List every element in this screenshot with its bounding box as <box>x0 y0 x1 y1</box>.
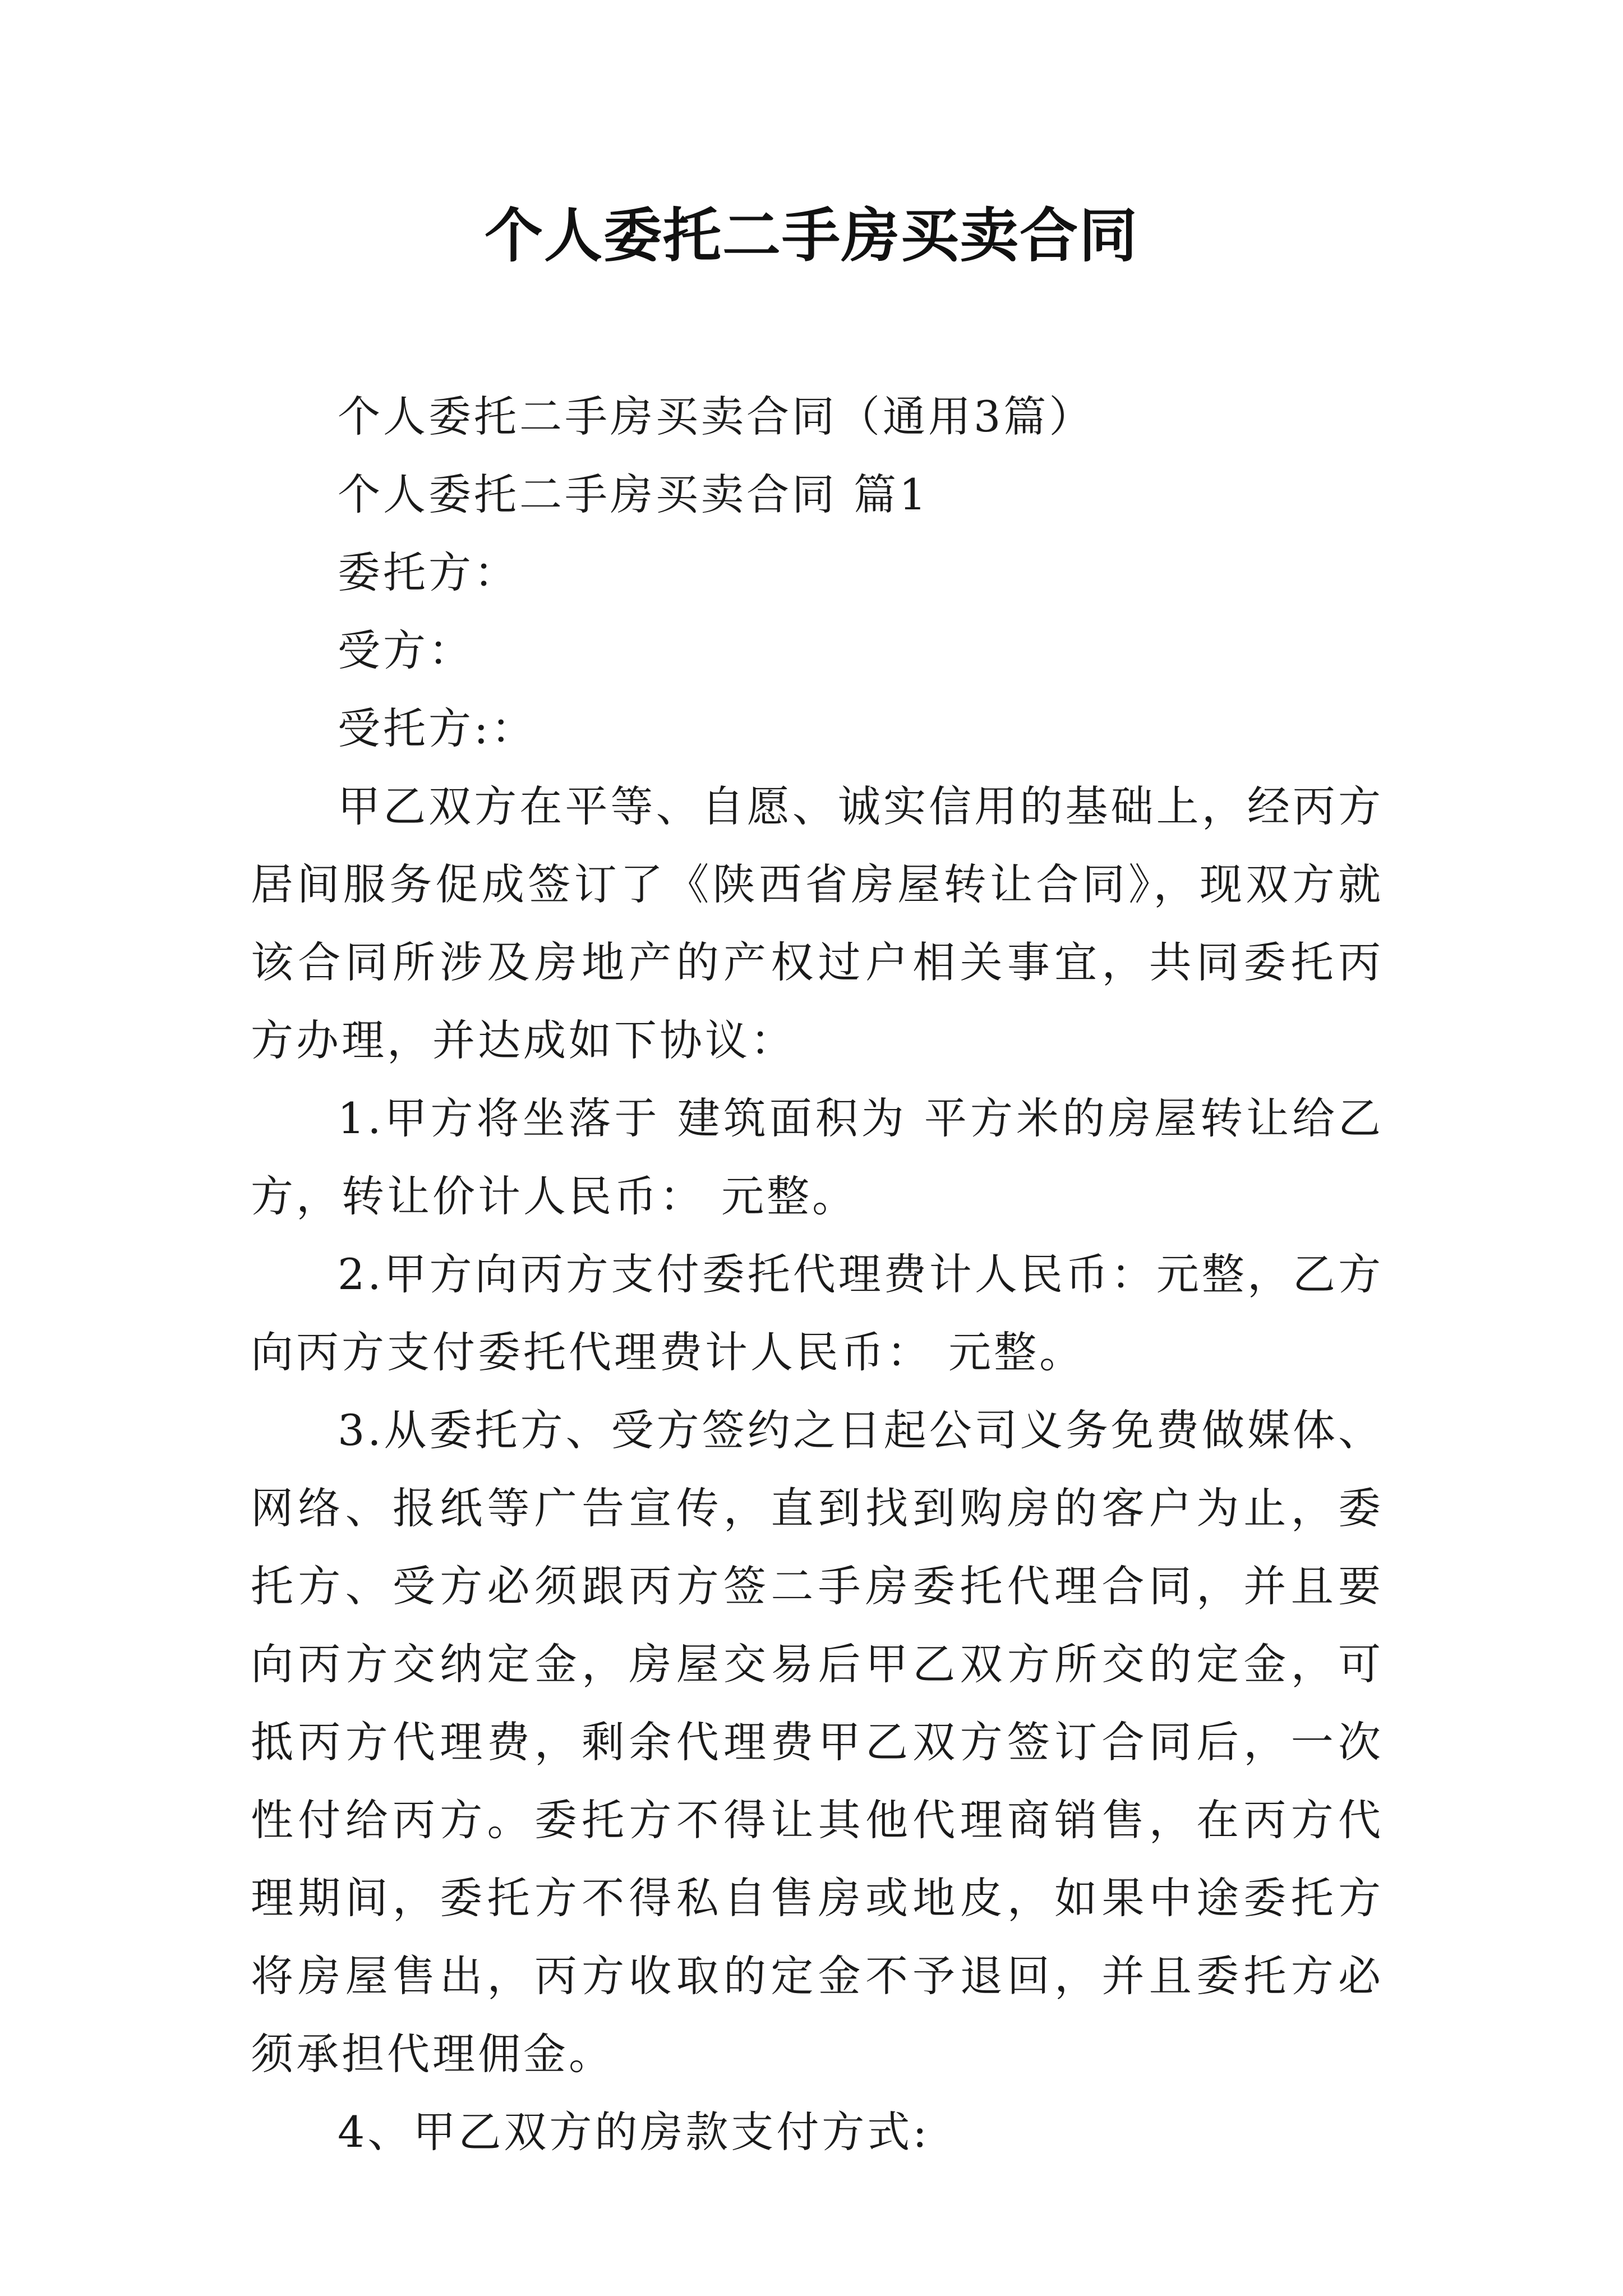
paragraph-clause-4: 4、甲乙双方的房款支付方式: <box>338 2107 930 2157</box>
document-body <box>251 378 1384 2171</box>
paragraph-clause-3: 3.从委托方、受方签约之日起公司义务免费做媒体、网络、报纸等广告宣传，直到找到购房的客户为止，委托方、受方必须跟丙方签二手房委托代理合同，并且要向丙方交纳定金，房屋交易后甲乙双方所交的定金，可抵丙方代理费，剩余代理费甲乙双方签订合同后，一次性付给丙方。委托方不得让其他代理商销售，在丙方代理期间，委托方不得私自售房或地皮，如果中途委托方将房屋售出，丙方收取的定金不予退回，并且委托方必须承担代理佣金。 <box>251 1405 1384 2079</box>
paragraph-principal: 委托方： <box>338 547 519 597</box>
document-title: 个人委托二手房买卖合同 <box>484 201 1138 270</box>
paragraph-subtitle: 个人委托二手房买卖合同（通用3篇） <box>338 392 1095 441</box>
paragraph-clause-2: 2.甲方向丙方支付委托代理费计人民币：元整，乙方向丙方支付委托代理费计人民币： 元整。 <box>251 1249 1384 1377</box>
paragraph-preamble: 甲乙双方在平等、自愿、诚实信用的基础上，经丙方居间服务促成签订了《陕西省房屋转让合同》，现双方就该合同所涉及房地产的产权过户相关事宜，共同委托丙方办理，并达成如下协议： <box>251 781 1384 1065</box>
paragraph-clause-1: 1.甲方将坐落于 建筑面积为 平方米的房屋转让给乙方，转让价计人民币： 元整。 <box>251 1093 1384 1221</box>
paragraph-section-heading: 个人委托二手房买卖合同 篇1 <box>338 470 929 519</box>
paragraph-agent: 受托方:： <box>338 703 537 753</box>
paragraph-recipient: 受方： <box>338 625 474 675</box>
